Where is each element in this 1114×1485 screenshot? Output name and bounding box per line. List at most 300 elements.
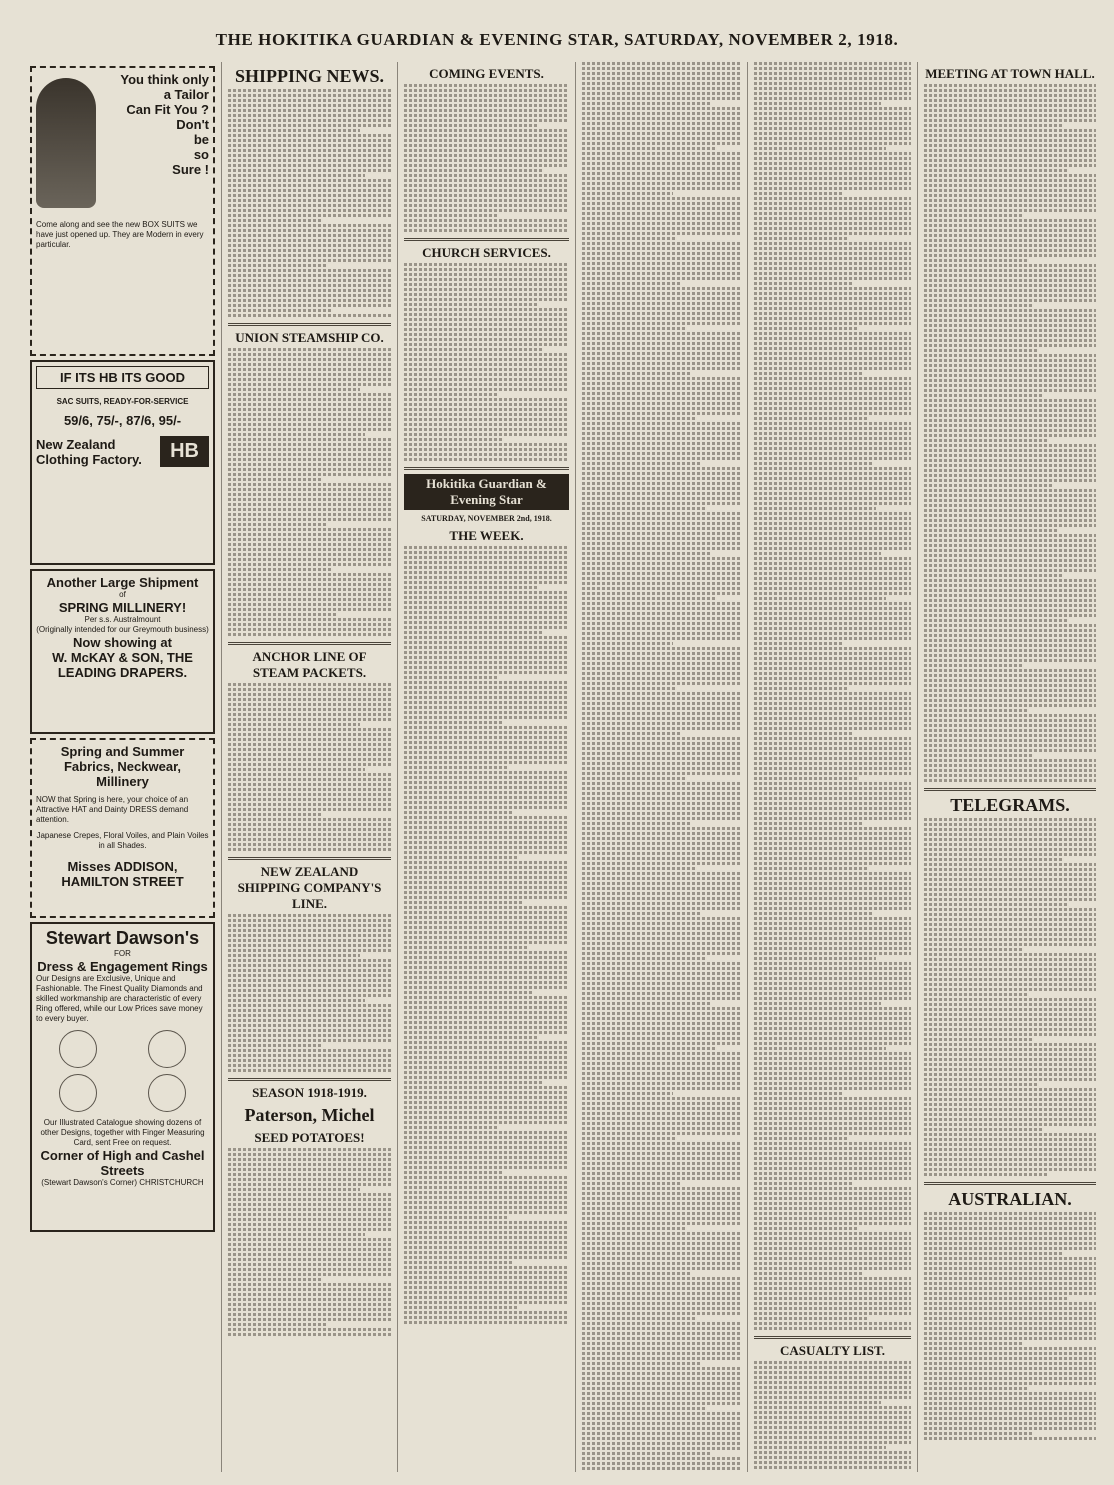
text-line bbox=[754, 1391, 911, 1394]
text-line bbox=[228, 1193, 391, 1196]
tailor-ad bbox=[30, 66, 215, 356]
text-line bbox=[404, 1026, 569, 1029]
text-line bbox=[754, 532, 911, 535]
text-line bbox=[924, 1163, 1096, 1166]
text-line bbox=[582, 97, 741, 100]
millinery-line-5: (Originally intended for our Greymouth business) bbox=[36, 625, 209, 634]
text-line bbox=[924, 1272, 1096, 1275]
text-line bbox=[924, 474, 1096, 477]
text-line bbox=[404, 1101, 569, 1104]
text-line bbox=[754, 637, 911, 640]
text-line bbox=[228, 1308, 391, 1311]
text-line bbox=[924, 1048, 1096, 1051]
hb-slogan: IF ITS HB ITS GOOD bbox=[36, 366, 209, 389]
text-line bbox=[228, 1208, 391, 1211]
text-line bbox=[404, 941, 569, 944]
text-line bbox=[582, 457, 741, 460]
text-line bbox=[924, 684, 1096, 687]
text-line bbox=[228, 588, 391, 591]
text-line bbox=[924, 384, 1096, 387]
text-line bbox=[404, 139, 569, 142]
text-line bbox=[582, 927, 741, 930]
text-line bbox=[754, 997, 911, 1000]
text-line bbox=[582, 227, 741, 230]
fabrics-sub: Japanese Crepes, Floral Voiles, and Plain Voiles in all Shades. bbox=[36, 831, 209, 850]
text-line bbox=[228, 733, 391, 736]
text-line bbox=[754, 507, 876, 510]
text-line bbox=[228, 443, 391, 446]
text-line bbox=[924, 1158, 1096, 1161]
text-line bbox=[228, 1233, 365, 1236]
text-line bbox=[228, 939, 391, 942]
text-line bbox=[924, 539, 1096, 542]
text-line bbox=[404, 1216, 508, 1219]
text-line bbox=[228, 1059, 391, 1062]
text-line bbox=[924, 1412, 1096, 1415]
text-line bbox=[924, 1342, 1022, 1345]
text-line bbox=[404, 204, 569, 207]
text-line bbox=[404, 403, 569, 406]
text-line bbox=[228, 748, 391, 751]
editorial-date: SATURDAY, NOVEMBER 2nd, 1918. bbox=[421, 514, 552, 523]
text-line bbox=[754, 442, 911, 445]
text-line bbox=[754, 707, 911, 710]
text-line bbox=[582, 492, 741, 495]
text-line bbox=[754, 947, 911, 950]
text-line bbox=[404, 631, 543, 634]
tailor-line-1: You think only bbox=[120, 72, 209, 87]
text-line bbox=[228, 813, 321, 816]
text-line bbox=[924, 689, 1096, 692]
text-line bbox=[754, 1282, 911, 1285]
text-line bbox=[924, 569, 1096, 572]
text-line bbox=[754, 1132, 911, 1135]
text-line bbox=[924, 759, 1096, 762]
text-line bbox=[924, 1257, 1096, 1260]
text-line bbox=[228, 468, 391, 471]
text-line bbox=[924, 154, 1096, 157]
text-line bbox=[404, 443, 569, 446]
text-line bbox=[924, 274, 1096, 277]
text-line bbox=[228, 919, 391, 922]
text-line bbox=[754, 1052, 911, 1055]
text-line bbox=[228, 104, 391, 107]
dawson-order: Our Illustrated Catalogue showing dozens of other Designs, together with Finger Measuring Card, sent Free on request. bbox=[40, 1118, 205, 1147]
text-line bbox=[228, 1064, 391, 1067]
text-line bbox=[582, 162, 741, 165]
text-line bbox=[754, 1187, 911, 1190]
text-line bbox=[754, 797, 911, 800]
text-line bbox=[924, 219, 1096, 222]
text-line bbox=[924, 1018, 1096, 1021]
text-line bbox=[582, 787, 741, 790]
text-line bbox=[404, 1066, 569, 1069]
text-line bbox=[582, 612, 741, 615]
text-line bbox=[228, 848, 391, 851]
text-line bbox=[404, 343, 569, 346]
text-line bbox=[228, 114, 391, 117]
text-line bbox=[582, 297, 741, 300]
text-line bbox=[228, 269, 391, 272]
text-line bbox=[228, 493, 391, 496]
text-line bbox=[582, 1037, 741, 1040]
text-line bbox=[924, 833, 1096, 836]
text-line bbox=[924, 579, 1096, 582]
text-line bbox=[754, 1182, 853, 1185]
text-line bbox=[754, 732, 853, 735]
text-line bbox=[754, 72, 911, 75]
text-line bbox=[404, 1251, 569, 1254]
text-line bbox=[754, 1057, 911, 1060]
text-line bbox=[924, 289, 1096, 292]
text-line bbox=[754, 1202, 911, 1205]
text-line bbox=[582, 722, 741, 725]
text-line bbox=[228, 239, 391, 242]
text-line bbox=[924, 699, 1096, 702]
text-line bbox=[924, 1128, 1043, 1131]
text-line bbox=[228, 603, 391, 606]
text-line bbox=[582, 177, 741, 180]
text-line bbox=[754, 222, 911, 225]
text-line bbox=[404, 576, 569, 579]
text-line bbox=[924, 364, 1096, 367]
text-line bbox=[404, 646, 569, 649]
text-line bbox=[754, 167, 911, 170]
text-line bbox=[924, 1387, 1027, 1390]
text-line bbox=[404, 1261, 513, 1264]
text-line bbox=[582, 977, 741, 980]
text-line bbox=[924, 734, 1096, 737]
text-line bbox=[404, 1006, 569, 1009]
text-line bbox=[582, 1222, 741, 1225]
text-line bbox=[754, 1302, 911, 1305]
text-line bbox=[924, 918, 1096, 921]
text-line bbox=[924, 614, 1096, 617]
text-line bbox=[582, 322, 741, 325]
text-line bbox=[582, 1097, 741, 1100]
text-line bbox=[228, 1213, 391, 1216]
text-line bbox=[404, 831, 569, 834]
text-line bbox=[228, 1024, 391, 1027]
text-line bbox=[582, 782, 741, 785]
text-line bbox=[582, 372, 692, 375]
text-line bbox=[228, 194, 391, 197]
text-line bbox=[404, 851, 569, 854]
text-line bbox=[582, 632, 741, 635]
text-line bbox=[404, 1246, 569, 1249]
text-line bbox=[754, 667, 911, 670]
text-line bbox=[582, 92, 741, 95]
text-line bbox=[754, 882, 911, 885]
text-line bbox=[754, 897, 911, 900]
text-line bbox=[404, 721, 503, 724]
text-line bbox=[404, 398, 569, 401]
text-line bbox=[404, 1166, 569, 1169]
tailor-line-4: Don't bbox=[176, 117, 209, 132]
text-line bbox=[404, 581, 569, 584]
text-line bbox=[754, 1381, 911, 1384]
text-line bbox=[228, 99, 391, 102]
text-line bbox=[228, 264, 326, 267]
text-line bbox=[582, 147, 716, 150]
text-line bbox=[924, 1397, 1096, 1400]
text-line bbox=[582, 1252, 741, 1255]
text-line bbox=[582, 257, 741, 260]
text-line bbox=[228, 144, 391, 147]
text-line bbox=[582, 357, 741, 360]
text-line bbox=[924, 1148, 1096, 1151]
tailor-body: Come along and see the new BOX SUITS we have just opened up. They are Modern in every particular. bbox=[36, 220, 204, 249]
text-line bbox=[924, 1372, 1096, 1375]
text-line bbox=[404, 1276, 569, 1279]
text-line bbox=[924, 1312, 1096, 1315]
text-line bbox=[228, 758, 391, 761]
text-line bbox=[404, 951, 569, 954]
text-line bbox=[228, 423, 391, 426]
text-line bbox=[754, 632, 911, 635]
text-line bbox=[404, 736, 569, 739]
text-line bbox=[228, 1148, 391, 1151]
text-line bbox=[404, 931, 569, 934]
text-line bbox=[924, 374, 1096, 377]
text-line bbox=[582, 477, 741, 480]
dawson-title: Stewart Dawson's bbox=[45, 928, 200, 948]
text-line bbox=[924, 1053, 1096, 1056]
text-line bbox=[754, 912, 872, 915]
text-line bbox=[228, 1188, 360, 1191]
text-line bbox=[228, 818, 391, 821]
text-line bbox=[228, 503, 391, 506]
text-line bbox=[582, 842, 741, 845]
text-line bbox=[582, 217, 741, 220]
text-line bbox=[924, 669, 1096, 672]
text-line bbox=[228, 934, 391, 937]
text-line bbox=[404, 806, 569, 809]
text-line bbox=[754, 792, 911, 795]
text-line bbox=[582, 252, 741, 255]
text-line bbox=[924, 159, 1096, 162]
text-line bbox=[404, 826, 569, 829]
text-line bbox=[404, 781, 569, 784]
text-line bbox=[924, 1247, 1096, 1250]
text-line bbox=[754, 327, 858, 330]
anchor-text-block bbox=[228, 683, 391, 853]
text-line bbox=[404, 159, 569, 162]
text-line bbox=[404, 626, 569, 629]
text-line bbox=[228, 453, 391, 456]
text-line bbox=[228, 109, 391, 112]
text-line bbox=[754, 322, 911, 325]
text-line bbox=[754, 1147, 911, 1150]
text-line bbox=[404, 1281, 569, 1284]
text-line bbox=[404, 1156, 569, 1159]
text-line bbox=[582, 1142, 741, 1145]
text-line bbox=[754, 1007, 911, 1010]
text-line bbox=[404, 1021, 569, 1024]
text-line bbox=[754, 1262, 911, 1265]
text-line bbox=[754, 1167, 911, 1170]
text-line bbox=[404, 766, 508, 769]
text-line bbox=[754, 877, 911, 880]
events-text-block bbox=[404, 84, 569, 234]
text-line bbox=[924, 843, 1096, 846]
text-line bbox=[582, 1067, 741, 1070]
text-line bbox=[754, 1127, 911, 1130]
text-line bbox=[228, 1178, 391, 1181]
text-line bbox=[404, 199, 569, 202]
text-line bbox=[228, 979, 391, 982]
text-line bbox=[404, 209, 569, 212]
text-line bbox=[924, 963, 1096, 966]
text-line bbox=[582, 852, 741, 855]
text-line bbox=[754, 817, 911, 820]
telegrams-text-block bbox=[924, 818, 1096, 1178]
text-line bbox=[924, 249, 1096, 252]
text-line bbox=[228, 698, 391, 701]
text-line bbox=[582, 142, 741, 145]
text-line bbox=[404, 696, 569, 699]
text-line bbox=[582, 202, 741, 205]
text-line bbox=[754, 927, 911, 930]
text-line bbox=[924, 1013, 1096, 1016]
text-line bbox=[228, 703, 391, 706]
text-line bbox=[404, 348, 543, 351]
text-line bbox=[404, 996, 569, 999]
text-line bbox=[754, 67, 911, 70]
text-line bbox=[404, 1046, 569, 1049]
text-line bbox=[228, 518, 391, 521]
text-line bbox=[754, 357, 911, 360]
text-line bbox=[582, 597, 716, 600]
text-line bbox=[228, 969, 391, 972]
text-line bbox=[754, 1087, 911, 1090]
text-line bbox=[924, 204, 1096, 207]
text-line bbox=[924, 264, 1096, 267]
text-line bbox=[754, 697, 911, 700]
text-line bbox=[754, 302, 911, 305]
text-line bbox=[754, 677, 911, 680]
text-line bbox=[404, 821, 569, 824]
text-line bbox=[924, 1118, 1096, 1121]
text-line bbox=[228, 548, 391, 551]
text-line bbox=[582, 767, 741, 770]
text-line bbox=[582, 442, 741, 445]
text-line bbox=[404, 1111, 569, 1114]
text-line bbox=[582, 207, 741, 210]
text-line bbox=[924, 544, 1096, 547]
text-line bbox=[582, 1357, 741, 1360]
text-line bbox=[228, 1173, 391, 1176]
text-line bbox=[404, 1091, 569, 1094]
text-line bbox=[754, 862, 911, 865]
text-line bbox=[404, 283, 569, 286]
text-line bbox=[582, 1162, 741, 1165]
text-line bbox=[754, 762, 911, 765]
text-line bbox=[924, 594, 1096, 597]
text-line bbox=[754, 237, 848, 240]
text-line bbox=[228, 793, 391, 796]
text-line bbox=[228, 488, 391, 491]
text-line bbox=[404, 1071, 569, 1074]
text-line bbox=[228, 688, 391, 691]
text-line bbox=[754, 717, 911, 720]
text-line bbox=[924, 414, 1096, 417]
text-line bbox=[404, 328, 569, 331]
text-line bbox=[924, 1427, 1096, 1430]
text-line bbox=[404, 184, 569, 187]
text-line bbox=[754, 187, 911, 190]
text-line bbox=[924, 504, 1096, 507]
text-line bbox=[924, 639, 1096, 642]
text-line bbox=[924, 529, 1058, 532]
text-line bbox=[582, 942, 741, 945]
text-line bbox=[404, 1031, 569, 1034]
text-line bbox=[754, 1107, 911, 1110]
text-line bbox=[228, 398, 391, 401]
text-line bbox=[404, 114, 569, 117]
text-line bbox=[754, 522, 911, 525]
text-line bbox=[228, 219, 321, 222]
ring-icon bbox=[59, 1030, 97, 1068]
text-line bbox=[228, 179, 391, 182]
text-line bbox=[228, 598, 391, 601]
casualty-text-block bbox=[754, 1361, 911, 1471]
text-line bbox=[754, 742, 911, 745]
text-line bbox=[924, 189, 1096, 192]
paterson-heading: Paterson, Michel bbox=[244, 1105, 375, 1125]
text-line bbox=[228, 229, 391, 232]
text-line bbox=[924, 858, 1063, 861]
text-line bbox=[582, 1442, 741, 1445]
text-line bbox=[228, 708, 391, 711]
text-line bbox=[924, 1362, 1096, 1365]
text-line bbox=[754, 552, 881, 555]
text-line bbox=[404, 1241, 569, 1244]
text-line bbox=[404, 373, 569, 376]
text-line bbox=[228, 728, 391, 731]
text-line bbox=[754, 662, 911, 665]
text-line bbox=[404, 786, 569, 789]
text-line bbox=[582, 647, 741, 650]
text-line bbox=[924, 1407, 1096, 1410]
text-line bbox=[924, 129, 1096, 132]
text-line bbox=[754, 447, 911, 450]
text-line bbox=[754, 427, 911, 430]
text-line bbox=[582, 327, 687, 330]
text-line bbox=[924, 309, 1096, 312]
text-line bbox=[582, 67, 741, 70]
text-line bbox=[404, 691, 569, 694]
text-line bbox=[404, 99, 569, 102]
text-line bbox=[404, 353, 569, 356]
text-line bbox=[924, 1033, 1096, 1036]
text-line bbox=[924, 1133, 1096, 1136]
text-line bbox=[582, 497, 741, 500]
text-line bbox=[582, 117, 741, 120]
text-line bbox=[754, 647, 911, 650]
text-line bbox=[582, 462, 701, 465]
text-line bbox=[582, 1247, 741, 1250]
text-line bbox=[924, 1083, 1038, 1086]
text-line bbox=[754, 242, 911, 245]
text-line bbox=[754, 1102, 911, 1105]
text-line bbox=[404, 571, 569, 574]
text-line bbox=[582, 997, 741, 1000]
dawson-corner: Corner of High and Cashel Streets bbox=[40, 1148, 205, 1178]
text-line bbox=[404, 551, 569, 554]
text-line bbox=[582, 867, 696, 870]
text-line bbox=[754, 1426, 911, 1429]
